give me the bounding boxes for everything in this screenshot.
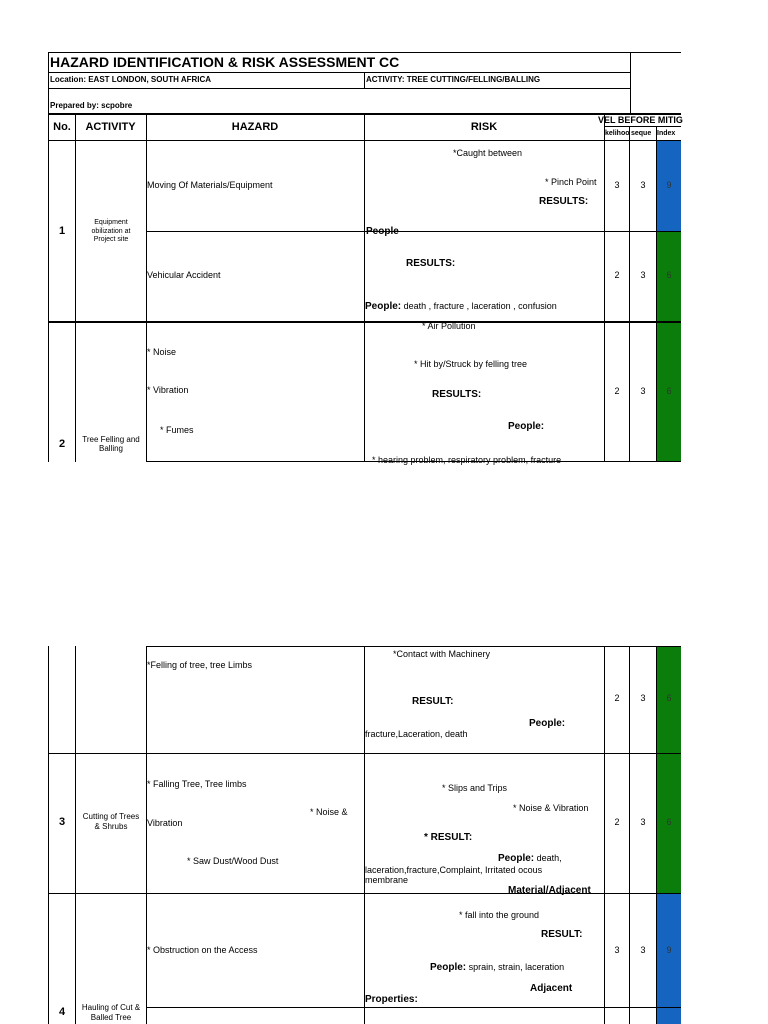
likelihood-value: 2 <box>614 817 620 827</box>
likelihood-value: 2 <box>614 693 620 703</box>
people-text: fracture,Laceration, death <box>365 729 468 739</box>
header-level-before-mitigation: VEL BEFORE MITIG <box>598 115 683 125</box>
row-number: 4 <box>58 1006 66 1018</box>
index-value: 6 <box>666 386 672 396</box>
people-text: laceration,fracture,Complaint, Irritated ocous <box>365 865 543 875</box>
people-text: membrane <box>365 875 409 885</box>
people-label: People: <box>365 301 402 312</box>
hazard-text: * Noise & <box>310 807 348 817</box>
activity-line: Tree Felling and <box>82 435 140 444</box>
activity-line: Equipment <box>94 219 128 226</box>
hazard-text: * Saw Dust/Wood Dust <box>187 856 279 866</box>
risk-text: * Hit by/Struck by felling tree <box>414 359 528 369</box>
row-number: 2 <box>58 438 66 450</box>
properties-label: Properties: <box>365 994 418 1005</box>
people-label: People: <box>529 718 566 729</box>
people-text: sprain, strain, laceration <box>466 962 565 972</box>
activity-label: ACTIVITY: TREE CUTTING/FELLING/BALLING <box>366 75 541 84</box>
people-result <box>365 301 557 312</box>
activity-line: & Shrubs <box>94 822 128 831</box>
header-index: Index <box>657 130 676 137</box>
result-label: * RESULT: <box>424 832 473 843</box>
activity-line: Balled Tree <box>90 1013 132 1022</box>
hazard-text: * Noise <box>147 347 177 357</box>
row-number: 3 <box>58 816 66 828</box>
activity-line: obilization at <box>91 228 131 235</box>
consequence-value: 3 <box>640 386 646 396</box>
row-number: 1 <box>58 225 66 237</box>
document-title: HAZARD IDENTIFICATION & RISK ASSESSMENT CC <box>50 54 400 70</box>
likelihood-value: 2 <box>614 270 620 280</box>
results-label: RESULTS: <box>406 258 456 269</box>
header-no: No. <box>53 121 71 133</box>
risk-text: * Noise & Vibration <box>513 803 589 813</box>
people-result <box>498 853 562 864</box>
likelihood-value: 2 <box>614 386 620 396</box>
likelihood-value: 3 <box>614 180 620 190</box>
hazard-text: * Falling Tree, Tree limbs <box>147 779 247 789</box>
result-label: RESULT: <box>412 696 454 707</box>
hazard-text: Vehicular Accident <box>147 270 221 280</box>
hazard-text: * Fumes <box>160 425 194 435</box>
risk-text: * fall into the ground <box>459 910 540 920</box>
header-hazard: HAZARD <box>231 121 279 133</box>
header-likelihood: kelihoo <box>605 130 630 137</box>
people-result <box>430 962 564 973</box>
consequence-value: 3 <box>640 180 646 190</box>
people-label: People: <box>508 421 545 432</box>
risk-text: *Contact with Machinery <box>393 649 491 659</box>
material-label: Material/Adjacent <box>508 885 591 896</box>
consequence-value: 3 <box>640 817 646 827</box>
location-label: Location: EAST LONDON, SOUTH AFRICA <box>50 75 212 84</box>
results-label: RESULTS: <box>539 196 589 207</box>
hazard-text: Moving Of Materials/Equipment <box>147 180 273 190</box>
people-text: death , fracture , laceration , confusion <box>401 301 557 311</box>
results-label: RESULTS: <box>432 389 482 400</box>
people-text: death, <box>534 853 562 863</box>
header-risk: RISK <box>470 121 498 133</box>
index-value: 6 <box>666 693 672 703</box>
hazard-text: Vibration <box>147 818 183 828</box>
activity-line: Project site <box>93 236 129 243</box>
risk-text: * Air Pollution <box>422 321 476 331</box>
activity-line: Cutting of Trees <box>82 812 140 821</box>
prepared-by-label: Prepared by: scpobre <box>50 101 133 110</box>
risk-index-cell-partial <box>657 1008 681 1024</box>
people-label: People: <box>430 962 467 973</box>
consequence-value: 3 <box>640 270 646 280</box>
index-value: 9 <box>666 180 672 190</box>
hazard-text: *Felling of tree, tree Limbs <box>147 660 253 670</box>
consequence-value: 3 <box>640 693 646 703</box>
risk-text: *Caught between <box>453 148 523 158</box>
result-label: RESULT: <box>541 929 583 940</box>
risk-text: * Slips and Trips <box>442 783 508 793</box>
clipped-text: People <box>366 226 399 237</box>
consequence-value: 3 <box>640 945 646 955</box>
likelihood-value: 3 <box>614 945 620 955</box>
header-consequence: seque <box>631 130 652 137</box>
people-text: * hearing problem, respiratory problem, fracture <box>372 455 562 465</box>
hazard-text: * Vibration <box>147 385 189 395</box>
people-label: People: <box>498 853 535 864</box>
index-value: 6 <box>666 817 672 827</box>
index-value: 6 <box>666 270 672 280</box>
activity-line: Hauling of Cut & <box>81 1003 141 1012</box>
index-value: 9 <box>666 945 672 955</box>
hazard-text: * Obstruction on the Access <box>147 945 258 955</box>
header-activity: ACTIVITY <box>85 121 136 133</box>
adjacent-label: Adjacent <box>530 983 573 994</box>
risk-text: * Pinch Point <box>545 177 597 187</box>
activity-line: Balling <box>98 444 123 453</box>
